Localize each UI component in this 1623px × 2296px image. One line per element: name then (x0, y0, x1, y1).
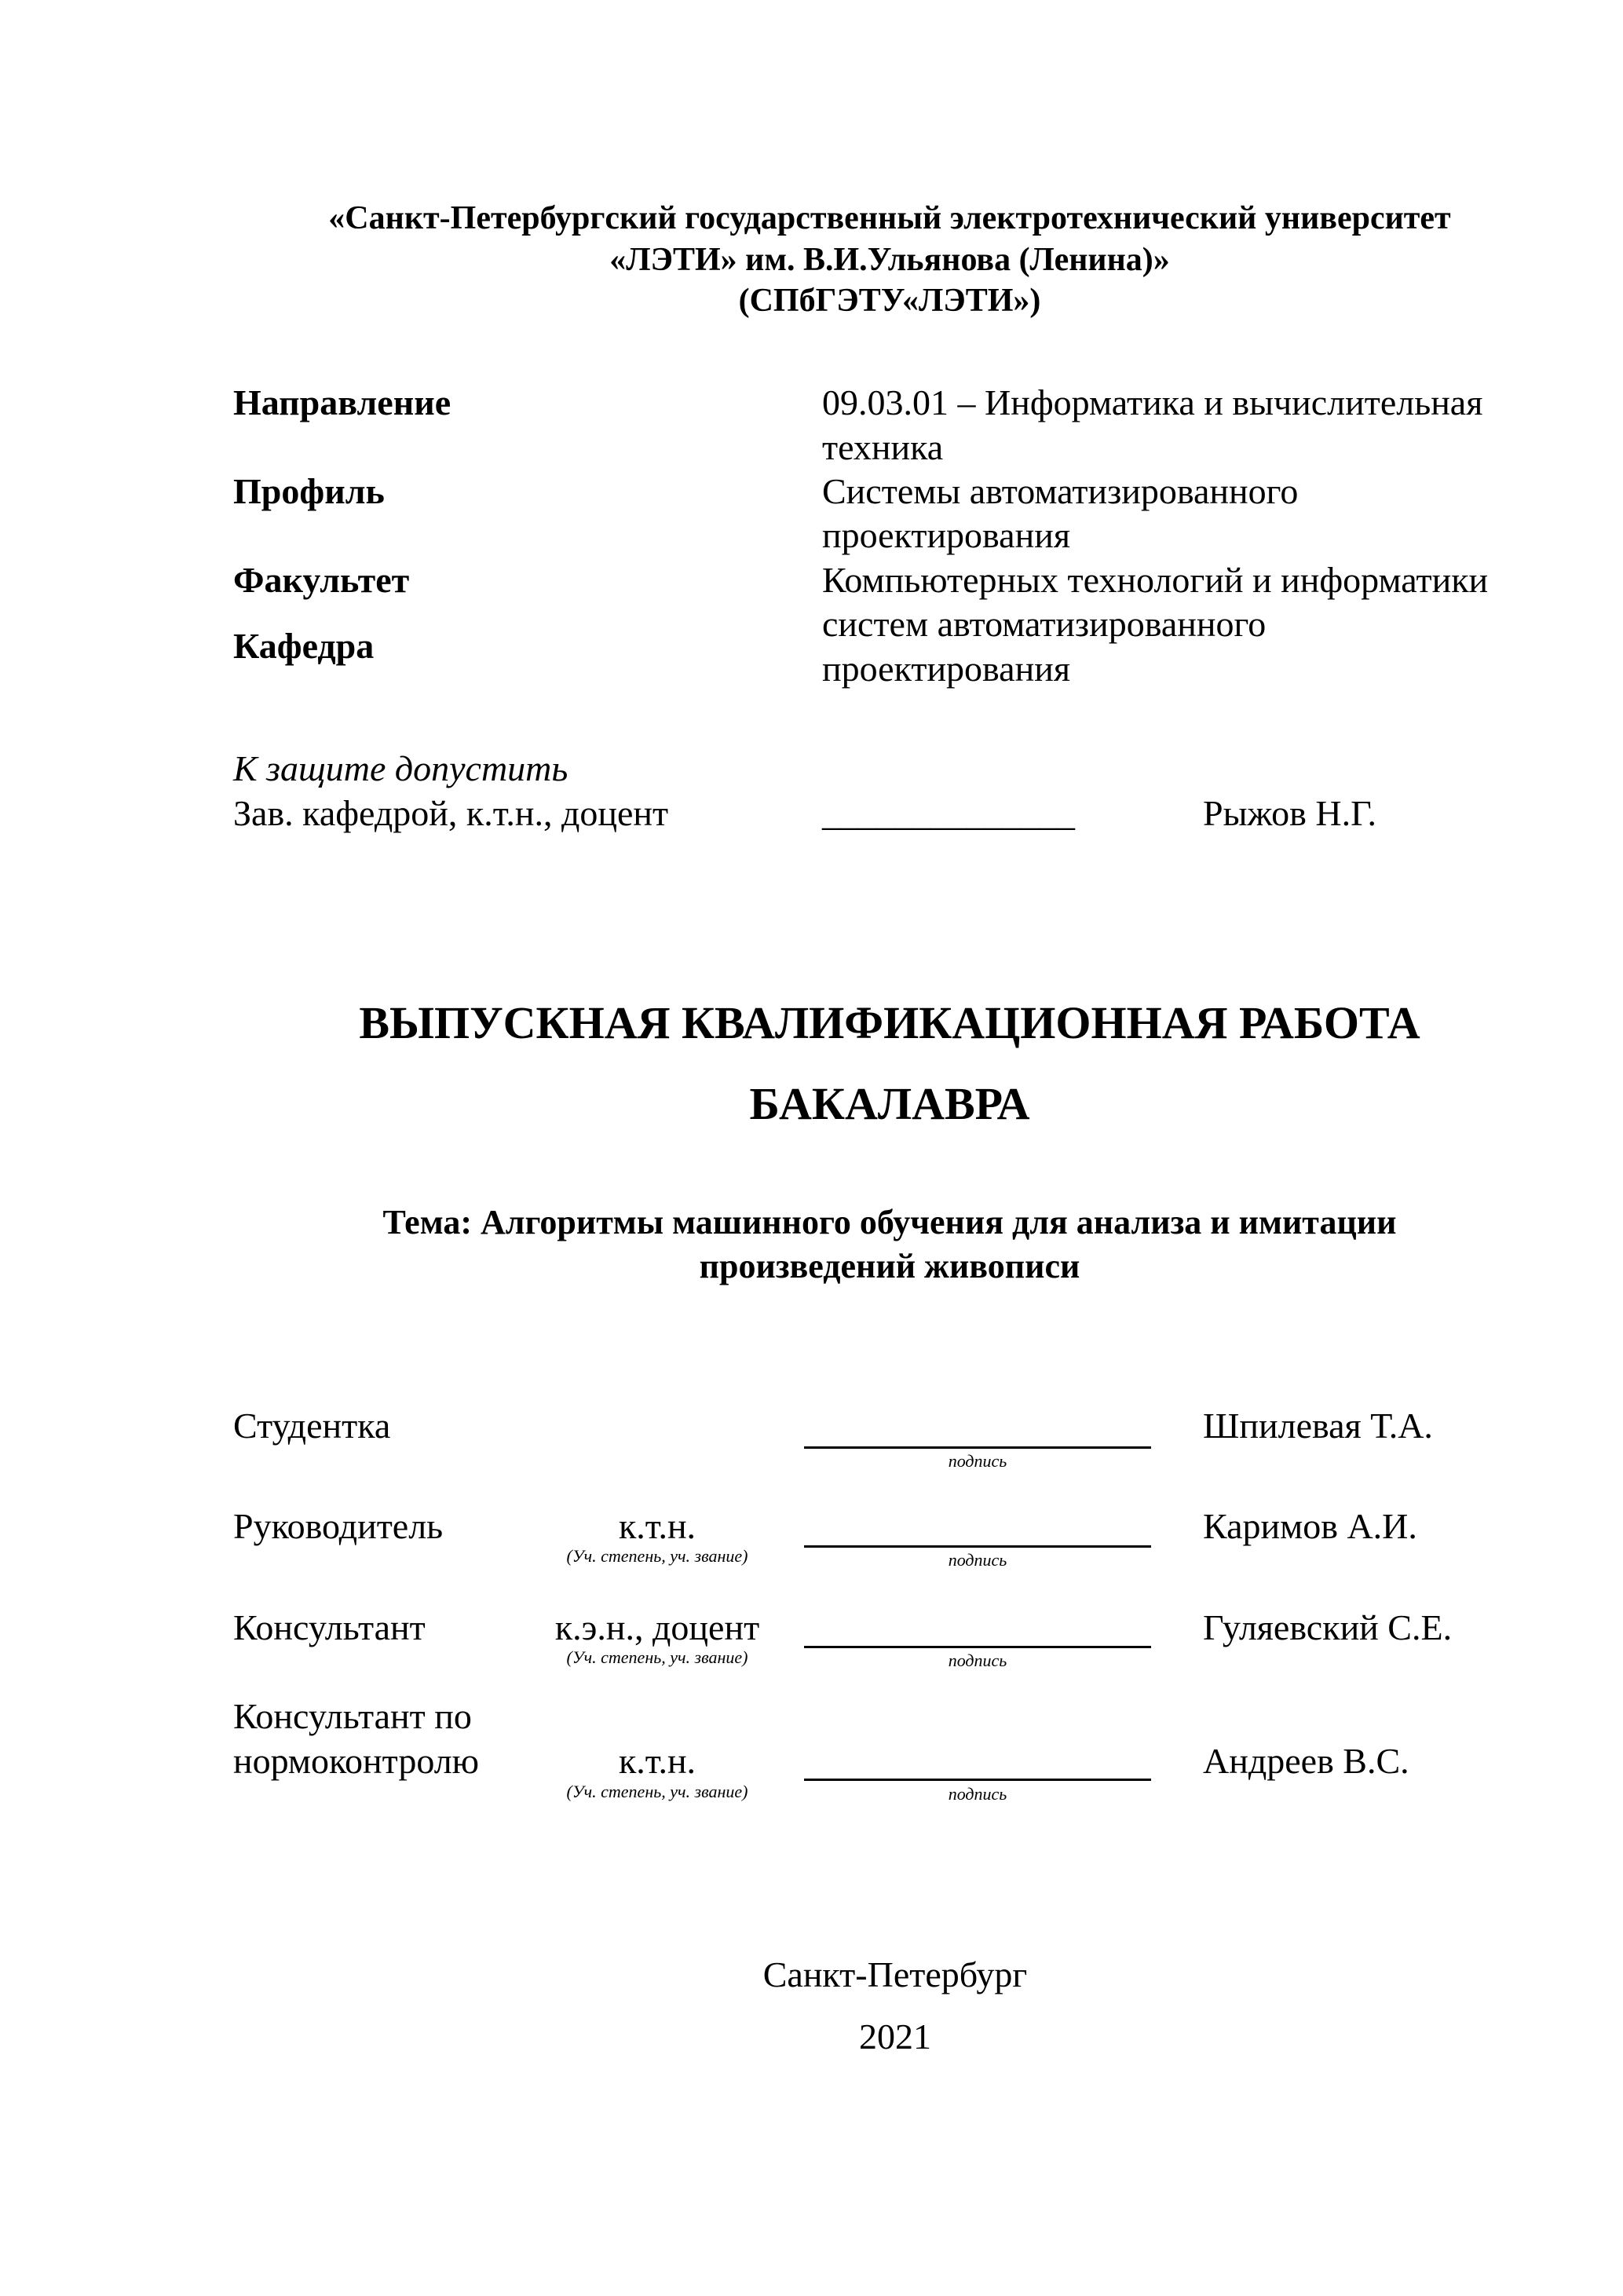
faculty-value: Компьютерных технологий и информатики (822, 560, 1489, 600)
signature-line (804, 1446, 1151, 1449)
faculty-label: Факультет (233, 560, 410, 600)
direction-value-2: техника (822, 427, 944, 467)
header-line-2: «ЛЭТИ» им. В.И.Ульянова (Ленина)» (609, 242, 1170, 278)
year: 2021 (859, 2016, 931, 2057)
department-value-2: проектирования (822, 649, 1070, 689)
approval-name: Рыжов Н.Г. (1203, 793, 1376, 833)
approval-position: Зав. кафедрой, к.т.н., доцент (233, 793, 669, 833)
norm-consultant-name: Андреев В.С. (1203, 1741, 1409, 1781)
signature-caption: подпись (948, 1651, 1007, 1670)
supervisor-role: Руководитель (233, 1506, 444, 1546)
supervisor-name: Каримов А.И. (1203, 1506, 1417, 1546)
student-name: Шпилевая Т.А. (1203, 1406, 1433, 1446)
title-line-2: БАКАЛАВРА (749, 1078, 1030, 1129)
degree-caption: (Уч. степень, уч. звание) (566, 1546, 748, 1566)
consultant-degree: к.э.н., доцент (554, 1607, 760, 1647)
header-line-3: (СПбГЭТУ«ЛЭТИ») (738, 283, 1041, 319)
city: Санкт-Петербург (762, 1954, 1028, 1994)
signature-caption: подпись (948, 1451, 1007, 1471)
department-label: Кафедра (233, 626, 375, 666)
direction-value-1: 09.03.01 – Информатика и вычислительная (822, 382, 1483, 422)
signature-caption: подпись (948, 1784, 1007, 1804)
degree-caption: (Уч. степень, уч. звание) (566, 1647, 748, 1667)
header-line-1: «Санкт-Петербургский государственный электротехнический университет (328, 200, 1451, 236)
direction-label: Направление (233, 382, 451, 422)
signature-line (804, 1646, 1151, 1648)
norm-consultant-degree: к.т.н. (618, 1741, 696, 1781)
signature-line (804, 1779, 1151, 1781)
degree-caption: (Уч. степень, уч. звание) (566, 1782, 748, 1801)
topic-line-2: произведений живописи (699, 1247, 1080, 1285)
title-line-1: ВЫПУСКНАЯ КВАЛИФИКАЦИОННАЯ РАБОТА (359, 997, 1420, 1048)
supervisor-degree: к.т.н. (618, 1506, 696, 1546)
approval-signature-line: ______________ (822, 793, 1075, 833)
approval-heading: К защите допустить (233, 748, 568, 788)
profile-value-2: проектирования (822, 515, 1070, 555)
profile-label: Профиль (233, 471, 385, 511)
norm-consultant-role-1: Консультант по (233, 1696, 472, 1736)
topic-line-1: Тема: Алгоритмы машинного обучения для анализа и имитации (382, 1203, 1397, 1241)
department-value-1: систем автоматизированного (822, 604, 1267, 644)
student-role: Студентка (233, 1406, 391, 1446)
signature-caption: подпись (948, 1550, 1007, 1570)
norm-consultant-role-2: нормоконтролю (233, 1741, 480, 1781)
consultant-role: Консультант (233, 1607, 426, 1647)
signature-line (804, 1545, 1151, 1548)
profile-value-1: Системы автоматизированного (822, 471, 1299, 511)
consultant-name: Гуляевский С.Е. (1203, 1607, 1453, 1647)
